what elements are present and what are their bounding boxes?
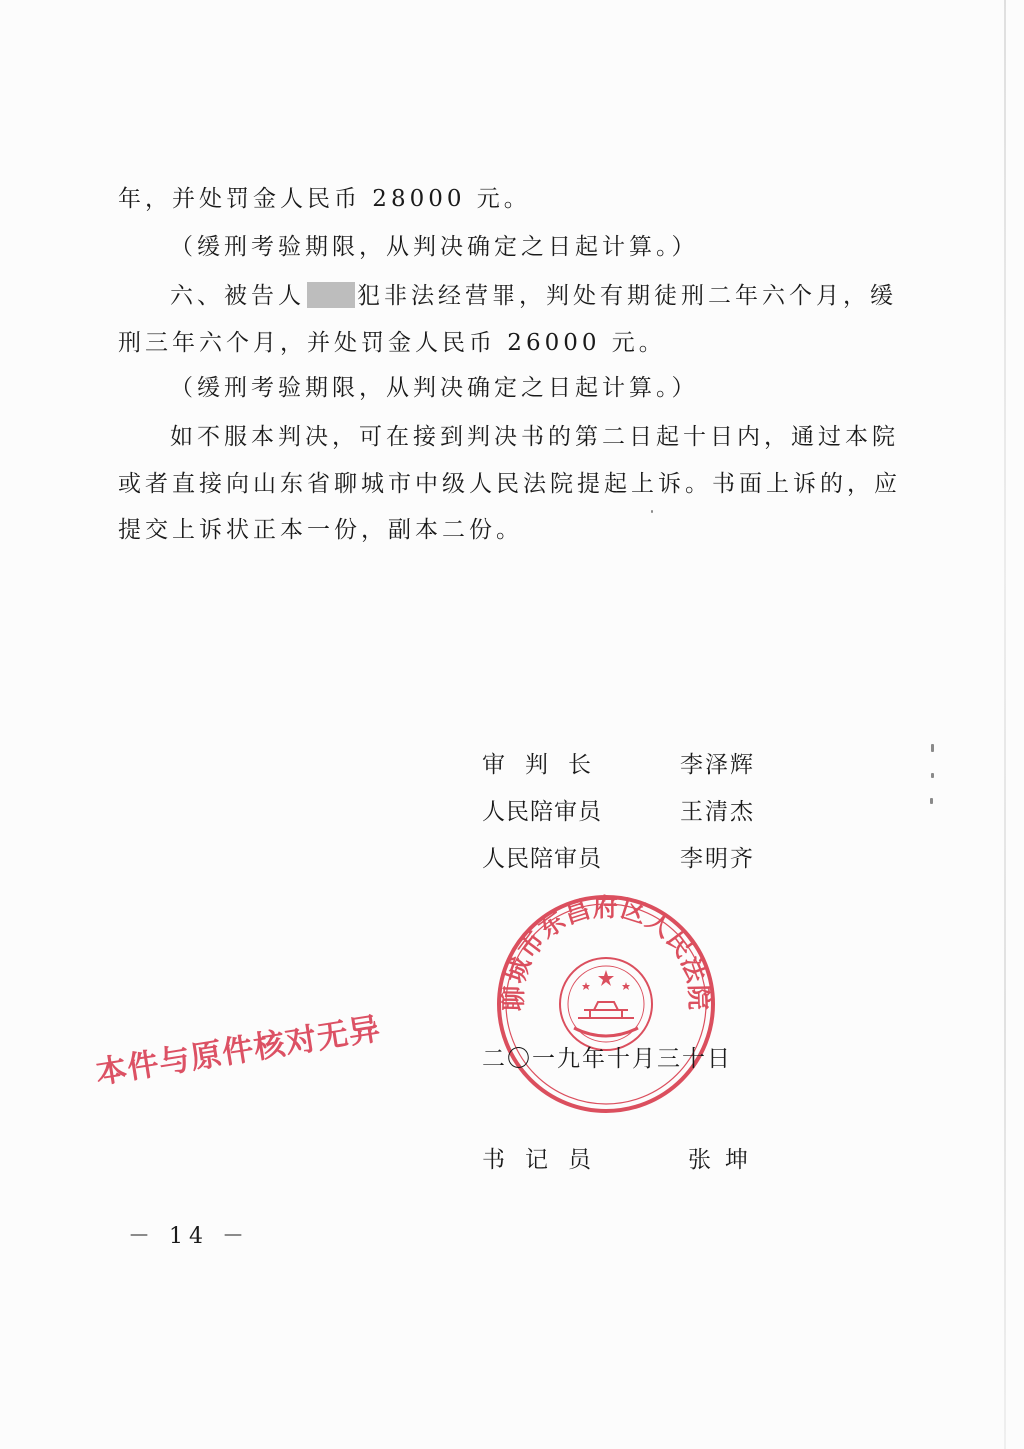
- scan-speck: [651, 510, 653, 513]
- body-line-1: 年，并处罚金人民币 28000 元。: [118, 186, 531, 212]
- svg-text:聊城市东昌府区人民法院: [499, 893, 713, 1011]
- body-line-4: 刑三年六个月，并处罚金人民币 26000 元。: [118, 330, 666, 356]
- presiding-judge-name: 李泽辉: [680, 752, 755, 778]
- juror-2-title: 人民陪审员: [482, 846, 602, 872]
- verdict-text: 犯非法经营罪，判处有期徒刑二年六个月，缓: [357, 283, 897, 309]
- scan-speck: [930, 798, 933, 804]
- page-number: － 14 －: [128, 1224, 250, 1249]
- verification-stamp: 本件与原件核对无异: [93, 1010, 384, 1092]
- body-line-2: （缓刑考验期限，从判决确定之日起计算。）: [170, 234, 699, 260]
- scan-speck: [931, 773, 934, 778]
- defendant-label: 六、被告人: [170, 283, 305, 309]
- presiding-judge-title: 审判长: [482, 752, 611, 778]
- redacted-name-block: [307, 282, 355, 308]
- body-line-5: （缓刑考验期限，从判决确定之日起计算。）: [170, 375, 699, 401]
- body-line-6: 如不服本判决，可在接到判决书的第二日起十日内，通过本院: [170, 424, 899, 450]
- scan-edge-shadow: [1004, 0, 1006, 1449]
- scan-speck: [931, 744, 934, 752]
- clerk-name: 张坤: [688, 1147, 762, 1173]
- body-line-3: [170, 281, 897, 311]
- juror-1-title: 人民陪审员: [482, 799, 602, 825]
- clerk-title: 书记员: [482, 1147, 611, 1173]
- court-seal-text: 聊城市东昌府区人民法院: [498, 892, 714, 1012]
- national-emblem-icon: [560, 958, 652, 1050]
- court-seal: [494, 892, 718, 1116]
- judgment-date: 二〇一九年十月三十日: [482, 1046, 732, 1072]
- body-line-8: 提交上诉状正本一份，副本二份。: [118, 517, 523, 543]
- juror-1-name: 王清杰: [680, 799, 755, 825]
- body-line-7: 或者直接向山东省聊城市中级人民法院提起上诉。书面上诉的，应: [118, 471, 901, 497]
- juror-2-name: 李明齐: [680, 846, 755, 872]
